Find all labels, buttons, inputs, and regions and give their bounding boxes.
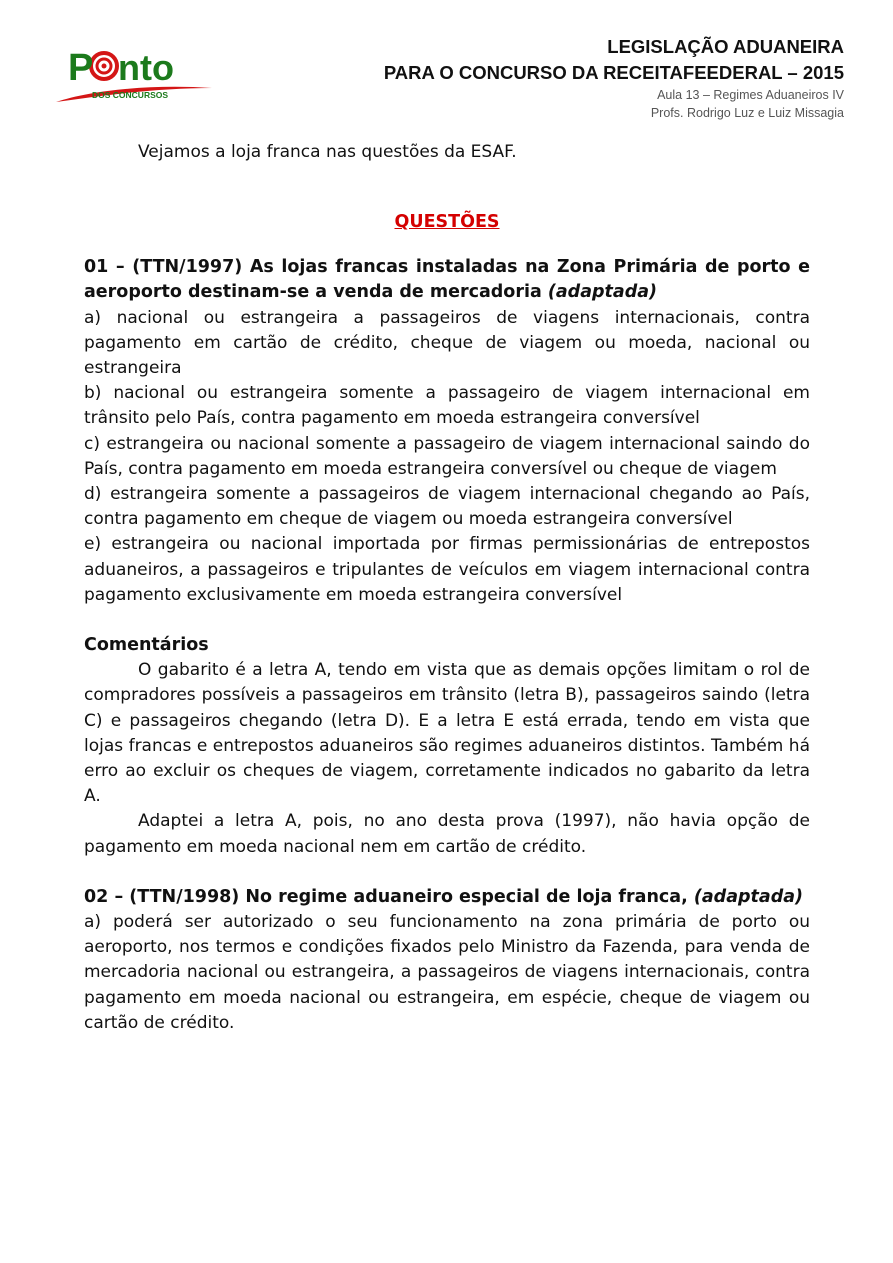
header-subtitle-line-1: Aula 13 – Regimes Aduaneiros IV	[657, 88, 844, 102]
question-1-heading-text: 01 – (TTN/1997) As lojas francas instaladas na Zona Primária de porto e aeroporto destinam-se a venda de mercadoria	[84, 257, 810, 303]
header-title-line-1: LEGISLAÇÃO ADUANEIRA	[607, 36, 844, 57]
header-subtitle-line-2: Profs. Rodrigo Luz e Luiz Missagia	[650, 106, 844, 120]
header-title-line-2: PARA O CONCURSO DA RECEITAFEEDERAL – 2015	[383, 62, 844, 83]
question-1-option-c: c) estrangeira ou nacional somente a passageiro de viagem internacional saindo do País, contra pagamento em moeda estrangeira conversível ou cheque de viagem	[84, 433, 810, 479]
question-1-option-e: e) estrangeira ou nacional importada por firmas permissionárias de entrepostos aduaneiros, a passageiros e tripulantes de veículos em viagem internacional contra pagamento exclusivamente em moeda estrangeira conversível	[84, 534, 810, 605]
question-1-option-a: a) nacional ou estrangeira a passageiros de viagens internacionais, contra pagamento em cartão de crédito, cheque de viagem ou moeda, nacional ou estrangeira	[84, 307, 810, 379]
comentarios-paragraph-1: O gabarito é a letra A, tendo em vista que as demais opções limitam o rol de compradores possíveis a passageiros em trânsito (letra B), passageiros saindo (letra C) e passageiros chegando (letra D). E a letra E está errada, tendo em vista que lojas francas e entrepostos aduaneiros são regimes aduaneiros distintos. Também há erro ao excluir os cheques de viagem, corretamente indicados no gabarito da letra A.	[84, 660, 810, 807]
question-2-option-a: a) poderá ser autorizado o seu funcionamento na zona primária de porto ou aeroporto, nos termos e condições fixados pelo Ministro da Fazenda, para venda de mercadoria nacional ou estrangeira, a passageiros de viagens internacionais, contra pagamento em moeda nacional ou estrangeira, em espécie, cheque de viagem ou cartão de crédito.	[84, 912, 810, 1033]
question-2-heading	[84, 885, 810, 910]
question-1-heading-italic: (adaptada)	[547, 282, 658, 303]
intro-paragraph: Vejamos a loja franca nas questões da ESAF.	[138, 142, 517, 162]
ponto-dos-concursos-logo	[52, 40, 217, 110]
svg-text:DOS CONCURSOS: DOS CONCURSOS	[92, 90, 169, 100]
page-header	[384, 34, 844, 122]
comentarios-title: Comentários	[84, 635, 209, 656]
question-1-heading	[84, 255, 810, 305]
comentarios-paragraph-2: Adaptei a letra A, pois, no ano desta prova (1997), não havia opção de pagamento em moeda nacional nem em cartão de crédito.	[84, 811, 810, 857]
question-2-heading-text: 02 – (TTN/1998) No regime aduaneiro especial de loja franca,	[84, 886, 694, 907]
main-content	[84, 140, 810, 1036]
section-title: QUESTÕES	[394, 212, 500, 233]
question-1-option-b: b) nacional ou estrangeira somente a passageiro de viagem internacional em trânsito pelo País, contra pagamento em moeda estrangeira conversível	[84, 383, 810, 429]
question-2-heading-italic: (adaptada)	[693, 886, 804, 907]
question-1-option-d: d) estrangeira somente a passageiros de viagem internacional chegando ao País, contra pagamento em cheque de viagem ou moeda estrangeira conversível	[84, 484, 810, 530]
svg-text:P: P	[68, 47, 94, 89]
svg-text:nto: nto	[118, 47, 174, 88]
